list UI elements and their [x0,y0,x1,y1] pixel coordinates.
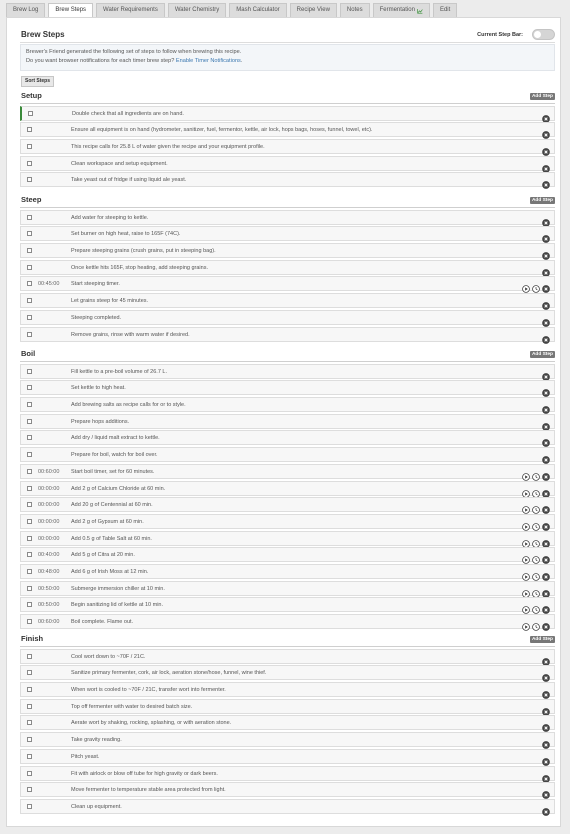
step-actions [520,518,550,526]
step-label: Aerate wort by shaking, rocking, splashing, or with aeration stone. [71,720,232,727]
step-checkbox[interactable] [27,486,32,491]
tab-bar [6,3,460,17]
clock-icon[interactable] [532,518,540,526]
step-checkbox[interactable] [27,536,32,541]
step-label: Fill kettle to a pre-boil volume of 26.7 L. [71,368,167,375]
step-actions [540,434,550,442]
step-row [20,481,555,496]
remove-icon[interactable] [542,401,550,409]
remove-icon[interactable] [542,485,550,493]
step-actions [540,669,550,677]
step-row [20,799,555,814]
section-title: Steep [21,195,42,204]
step-label: Pitch yeast. [71,753,100,760]
tab-label: Brew Steps [55,7,87,13]
step-checkbox[interactable] [27,127,32,132]
step-row [20,310,555,325]
step-actions [540,230,550,238]
remove-icon[interactable] [542,143,550,151]
section-title: Finish [21,634,44,643]
step-checkbox[interactable] [27,704,32,709]
section-boil [20,349,555,629]
remove-icon[interactable] [542,160,550,168]
step-actions [540,110,550,118]
remove-icon[interactable] [542,468,550,476]
step-checkbox[interactable] [28,111,33,116]
step-label: Add brewing salts as recipe calls for or to style. [71,402,186,409]
play-icon[interactable] [522,485,530,493]
step-timer: 00:48:00 [38,568,60,575]
tab-recipe-view[interactable] [290,3,337,17]
step-actions [520,601,550,609]
tab-label: Water Requirements [103,7,158,13]
remove-icon[interactable] [542,535,550,543]
step-label: Clean workspace and setup equipment. [71,160,168,167]
remove-icon[interactable] [542,264,550,272]
tab-edit[interactable] [433,3,457,17]
step-timer: 00:50:00 [38,602,60,609]
step-row [20,414,555,429]
tab-water-requirements[interactable] [96,3,165,17]
tab-label: Edit [439,7,451,13]
brew-steps-header [20,30,555,43]
step-label: This recipe calls for 25.8 L of water given the recipe and your equipment profile. [71,144,265,151]
step-checkbox[interactable] [27,419,32,424]
step-checkbox[interactable] [27,519,32,524]
step-checkbox[interactable] [27,654,32,659]
clock-icon[interactable] [532,585,540,593]
step-label: Add 20 g of Centennial at 60 min. [71,502,153,509]
tab-water-chemistry[interactable] [168,3,226,17]
info-line-1: Brewer's Friend generated the following set of steps to follow when brewing this recipe. [26,49,242,55]
step-checkbox[interactable] [27,248,32,253]
step-timer: 00:50:00 [38,585,60,592]
step-actions [540,297,550,305]
step-actions [540,314,550,322]
step-actions [540,401,550,409]
step-checkbox[interactable] [27,231,32,236]
step-checkbox[interactable] [27,687,32,692]
step-label: Prepare hops additions. [71,418,130,425]
step-label: Fit with airlock or blow off tube for high gravity or dark beers. [71,770,218,777]
step-actions [540,418,550,426]
step-row [20,597,555,612]
step-checkbox[interactable] [27,787,32,792]
step-label: Add 6 g of Irish Moss at 12 min. [71,568,149,575]
step-row [20,106,555,121]
step-checkbox[interactable] [27,281,32,286]
play-icon[interactable] [522,501,530,509]
step-label: Prepare steeping grains (crush grains, put in steeping bag). [71,248,216,255]
section-header [20,634,555,647]
play-icon[interactable] [522,468,530,476]
play-icon[interactable] [522,518,530,526]
brew-steps-panel [6,17,561,827]
step-label: Let grains steep for 45 minutes. [71,298,149,305]
step-row [20,497,555,512]
step-label: Add 2 g of Gypsum at 60 min. [71,518,144,525]
tab-mash-calculator[interactable] [229,3,286,17]
step-label: Take yeast out of fridge if using liquid ale yeast. [71,177,187,184]
remove-icon[interactable] [542,551,550,559]
step-actions [520,535,550,543]
remove-icon[interactable] [542,770,550,778]
remove-icon[interactable] [542,669,550,677]
play-icon[interactable] [522,535,530,543]
step-row [20,293,555,308]
step-checkbox[interactable] [27,452,32,457]
section-finish [20,634,555,814]
step-row [20,749,555,764]
info-line-2 [26,57,549,66]
step-row [20,276,555,291]
remove-icon[interactable] [542,786,550,794]
step-label: Set burner on high heat, raise to 165F (74C). [71,231,181,238]
step-actions [520,280,550,288]
step-row [20,614,555,629]
remove-icon[interactable] [542,297,550,305]
play-icon[interactable] [522,585,530,593]
tab-notes[interactable] [340,3,370,17]
step-timer: 00:40:00 [38,552,60,559]
current-step-bar-label: Current Step Bar: [477,32,523,38]
step-actions [540,736,550,744]
step-checkbox[interactable] [27,602,32,607]
step-label: Submerge immersion chiller at 10 min. [71,585,165,592]
section-header [20,349,555,362]
step-actions [540,803,550,811]
clock-icon[interactable] [532,568,540,576]
remove-icon[interactable] [542,501,550,509]
step-label: Double check that all ingredients are on hand. [72,110,184,117]
step-actions [540,786,550,794]
step-checkbox[interactable] [27,385,32,390]
step-checkbox[interactable] [27,569,32,574]
step-checkbox[interactable] [27,619,32,624]
step-label: Add 0.5 g of Table Salt at 60 min. [71,535,152,542]
step-timer: 00:60:00 [38,468,60,475]
step-checkbox[interactable] [27,332,32,337]
tab-brew-log[interactable] [6,3,45,17]
remove-icon[interactable] [542,110,550,118]
section-setup [20,91,555,187]
step-actions [540,770,550,778]
clock-icon[interactable] [532,551,540,559]
clock-icon[interactable] [532,485,540,493]
remove-icon[interactable] [542,280,550,288]
step-timer: 00:00:00 [38,502,60,509]
step-label: Boil complete. Flame out. [71,619,134,625]
play-icon[interactable] [522,618,530,626]
tab-label: Brew Log [13,7,39,13]
remove-icon[interactable] [542,585,550,593]
remove-icon[interactable] [542,176,550,184]
step-checkbox[interactable] [27,586,32,591]
remove-icon[interactable] [542,418,550,426]
step-row [20,260,555,275]
step-label: Prepare for boil, watch for boil over. [71,452,158,459]
step-timer: 00:45:00 [38,281,60,288]
enable-timer-notifications-link[interactable]: Enable Timer Notifications [175,58,241,64]
remove-icon[interactable] [542,230,550,238]
step-label: Take gravity reading. [71,737,122,744]
tab-label: Fermentation [379,7,415,13]
add-step-button[interactable]: Add Step [531,94,553,99]
info-line-2-end: . [240,58,243,64]
info-box [20,44,555,71]
step-label: Set kettle to high heat. [71,385,126,392]
step-checkbox[interactable] [27,670,32,675]
step-row [20,732,555,747]
step-label: Once kettle hits 165F, stop heating, add steeping grains. [71,264,208,271]
remove-icon[interactable] [542,331,550,339]
step-checkbox[interactable] [27,402,32,407]
remove-icon[interactable] [542,753,550,761]
step-label: Cool wort down to ~70F / 21C. [71,653,146,660]
step-checkbox[interactable] [27,144,32,149]
step-actions [540,247,550,255]
step-actions [540,384,550,392]
tab-fermentation[interactable] [373,3,430,17]
step-row [20,514,555,529]
step-actions [540,143,550,151]
toggle-knob [534,31,541,38]
step-row [20,210,555,225]
remove-icon[interactable] [542,247,550,255]
step-label: Add water for steeping to kettle. [71,214,149,221]
step-row [20,699,555,714]
step-actions [520,501,550,509]
clock-icon[interactable] [532,618,540,626]
step-row [20,531,555,546]
remove-icon[interactable] [542,703,550,711]
current-step-bar-toggle[interactable] [532,29,555,40]
step-row [20,782,555,797]
play-icon[interactable] [522,601,530,609]
step-actions [540,160,550,168]
remove-icon[interactable] [542,434,550,442]
step-checkbox[interactable] [27,265,32,270]
step-label: Top off fermenter with water to desired batch size. [71,703,193,710]
clock-icon[interactable] [532,535,540,543]
step-label: Add 5 g of Citra at 20 min. [71,552,135,559]
remove-icon[interactable] [542,368,550,376]
remove-icon[interactable] [542,686,550,694]
step-row [20,564,555,579]
step-label: Begin sanitizing lid of kettle at 10 min. [71,602,164,609]
step-checkbox[interactable] [27,502,32,507]
sort-steps-button[interactable]: Sort Steps [21,76,54,87]
section-steep [20,195,555,342]
remove-icon[interactable] [542,568,550,576]
info-line-2-text: Do you want browser notifications for each timer brew step? [26,58,175,64]
remove-icon[interactable] [542,314,550,322]
step-row [20,547,555,562]
remove-icon[interactable] [542,518,550,526]
step-timer: 00:00:00 [38,535,60,542]
step-actions [540,653,550,661]
step-row [20,447,555,462]
step-label: Start steeping timer. [71,281,120,288]
step-actions [540,703,550,711]
step-timer: 00:60:00 [38,619,60,625]
step-row [20,430,555,445]
step-row [20,172,555,187]
step-actions [520,568,550,576]
step-row [20,766,555,781]
step-label: Remove grains, rinse with warm water if desired. [71,331,190,338]
remove-icon[interactable] [542,803,550,811]
clock-icon[interactable] [532,501,540,509]
play-icon[interactable] [522,280,530,288]
remove-icon[interactable] [542,601,550,609]
step-row [20,665,555,680]
step-row [20,397,555,412]
step-checkbox[interactable] [27,771,32,776]
step-row [20,581,555,596]
step-checkbox[interactable] [27,161,32,166]
remove-icon[interactable] [542,653,550,661]
step-row [20,380,555,395]
step-actions [540,331,550,339]
remove-icon[interactable] [542,214,550,222]
add-step-button[interactable]: Add Step [531,352,553,357]
play-icon[interactable] [522,551,530,559]
step-checkbox[interactable] [27,177,32,182]
step-actions [540,451,550,459]
step-label: Add dry / liquid malt extract to kettle. [71,435,160,442]
step-row [20,156,555,171]
step-label: Steeping completed. [71,314,122,321]
remove-icon[interactable] [542,736,550,744]
step-row [20,243,555,258]
remove-icon[interactable] [542,126,550,134]
step-actions [540,719,550,727]
step-actions [520,585,550,593]
step-label: Ensure all equipment is on hand (hydrometer, sanitizer, fuel, fermentor, kettle, air lock, hops bags, hoses, funnel, towel, etc). [71,127,373,134]
step-timer: 00:00:00 [38,485,60,492]
step-actions [520,485,550,493]
step-actions [540,176,550,184]
step-label: Add 2 g of Calcium Chloride at 60 min. [71,485,166,492]
section-header [20,91,555,104]
step-checkbox[interactable] [27,737,32,742]
step-label: Start boil timer, set for 60 minutes. [71,468,155,475]
section-header [20,195,555,208]
step-row [20,464,555,479]
clock-icon[interactable] [532,280,540,288]
step-checkbox[interactable] [27,315,32,320]
step-row [20,715,555,730]
chart-icon [417,7,423,12]
step-row [20,682,555,697]
step-row [20,122,555,137]
step-timer: 00:00:00 [38,518,60,525]
tab-label: Notes [346,7,363,13]
tab-brew-steps[interactable] [48,3,93,17]
step-checkbox[interactable] [27,298,32,303]
step-checkbox[interactable] [27,215,32,220]
add-step-button[interactable]: Add Step [531,198,553,203]
step-row [20,327,555,342]
play-icon[interactable] [522,568,530,576]
step-label: Clean up equipment. [71,803,122,810]
section-title: Boil [21,349,36,358]
step-actions [520,468,550,476]
remove-icon[interactable] [542,384,550,392]
step-row [20,139,555,154]
step-label: Sanitize primary fermenter, cork, air lock, aeration stone/hose, funnel, wine thief. [71,670,267,677]
section-title: Setup [21,91,42,100]
page-title: Brew Steps [21,30,65,39]
remove-icon[interactable] [542,719,550,727]
tab-label: Water Chemistry [174,7,220,13]
clock-icon[interactable] [532,601,540,609]
step-checkbox[interactable] [27,754,32,759]
step-actions [540,264,550,272]
clock-icon[interactable] [532,468,540,476]
step-row [20,649,555,664]
step-checkbox[interactable] [27,720,32,725]
step-row [20,364,555,379]
add-step-button[interactable]: Add Step [531,637,553,642]
step-label: Move fermenter to temperature stable area protected from light. [71,787,226,794]
step-actions [540,686,550,694]
step-actions [540,753,550,761]
step-row [20,226,555,241]
step-actions [540,214,550,222]
step-actions [540,126,550,134]
step-actions [520,551,550,559]
remove-icon[interactable] [542,618,550,626]
step-checkbox[interactable] [27,552,32,557]
step-actions [540,368,550,376]
remove-icon[interactable] [542,451,550,459]
tab-label: Recipe View [296,7,330,13]
step-checkbox[interactable] [27,435,32,440]
tab-label: Mash Calculator [236,7,280,13]
step-checkbox[interactable] [27,469,32,474]
step-checkbox[interactable] [27,804,32,809]
step-label: When wort is cooled to ~70F / 21C, transfer wort into fermenter. [71,687,226,694]
step-actions [520,618,550,626]
step-checkbox[interactable] [27,369,32,374]
